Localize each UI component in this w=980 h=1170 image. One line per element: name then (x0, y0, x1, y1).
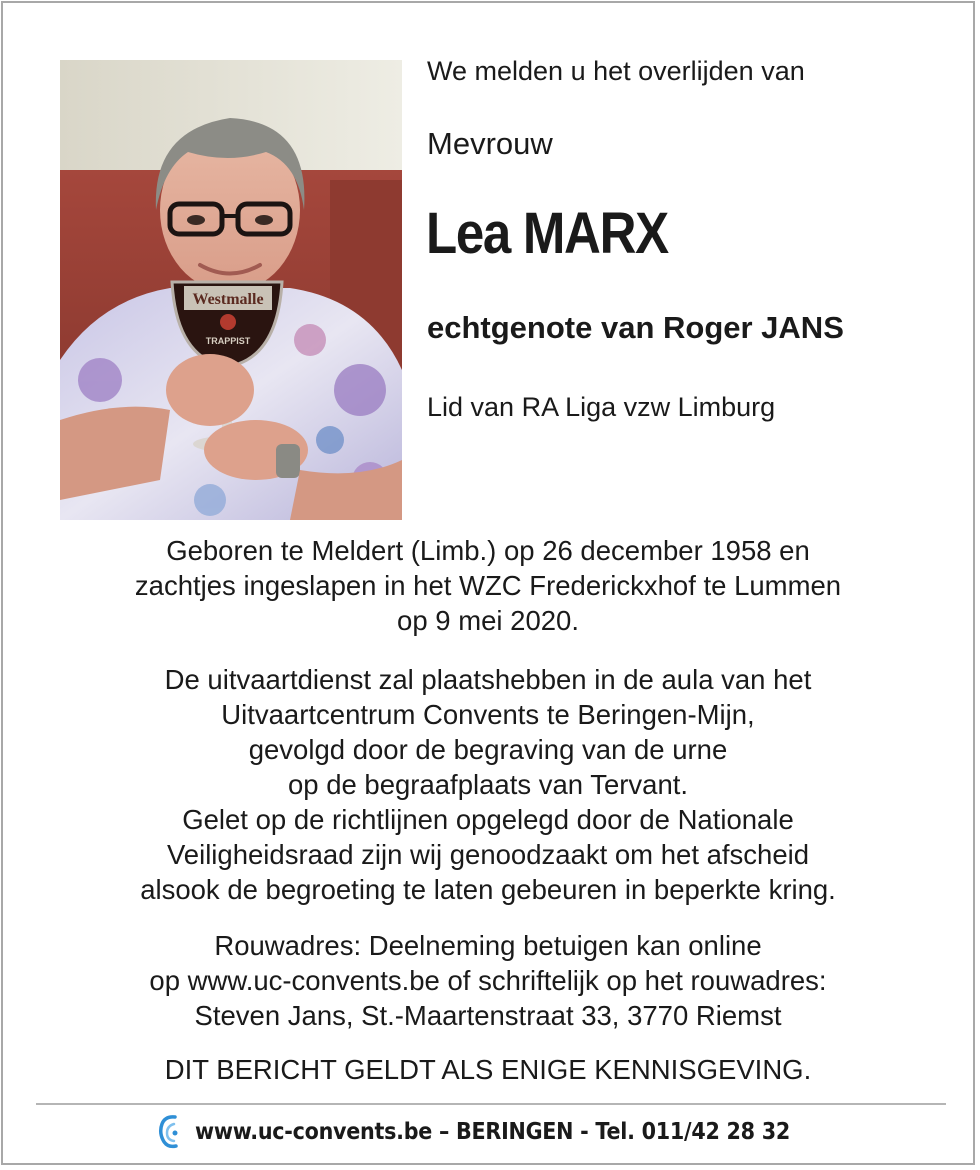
membership-line: Lid van RA Liga vzw Limburg (427, 392, 776, 422)
footer-contact: www.uc-convents.be – BERINGEN - Tel. 011/42 28 32 (195, 1119, 790, 1145)
ceremony-paragraph (40, 662, 936, 907)
text-line: Steven Jans, St.-Maartenstraat 33, 3770 Riemst (194, 1000, 782, 1031)
funeral-home-logo-icon (155, 1114, 183, 1150)
text-line: zachtjes ingeslapen in het WZC Frederickxhof te Lummen (134, 570, 842, 601)
text-line: Uitvaartcentrum Convents te Beringen-Mijn, (221, 699, 755, 730)
spouse-line: echtgenote van Roger JANS (427, 310, 844, 345)
footer-divider (36, 1103, 946, 1105)
portrait-photo (60, 60, 402, 520)
footer (155, 1112, 856, 1152)
text-line: Gelet op de richtlijnen opgelegd door de Nationale (182, 804, 794, 835)
text-line: alsook de begroeting te laten gebeuren in beperkte kring. (140, 874, 836, 905)
deceased-name: Lea MARX (426, 201, 668, 266)
honorific-title: Mevrouw (427, 126, 553, 161)
text-line: op 9 mei 2020. (397, 605, 579, 636)
text-line: op www.uc-convents.be of schriftelijk op het rouwadres: (149, 965, 827, 996)
text-line: Geboren te Meldert (Limb.) op 26 december 1958 en (166, 535, 810, 566)
text-line: De uitvaartdienst zal plaatshebben in de aula van het (164, 664, 812, 695)
text-line: Rouwadres: Deelneming betuigen kan online (214, 930, 762, 961)
birth-death-paragraph (40, 533, 936, 638)
condolence-paragraph (40, 928, 936, 1033)
text-line: Veiligheidsraad zijn wij genoodzaakt om het afscheid (166, 839, 810, 870)
text-line: gevolgd door de begraving van de urne (248, 734, 728, 765)
text-line: op de begraafplaats van Tervant. (287, 769, 689, 800)
glass-brand-label: Westmalle (192, 291, 264, 308)
official-notice: DIT BERICHT GELDT ALS ENIGE KENNISGEVING. (164, 1054, 812, 1085)
glass-sub-label: TRAPPIST (205, 336, 251, 346)
intro-text: We melden u het overlijden van (427, 56, 805, 86)
